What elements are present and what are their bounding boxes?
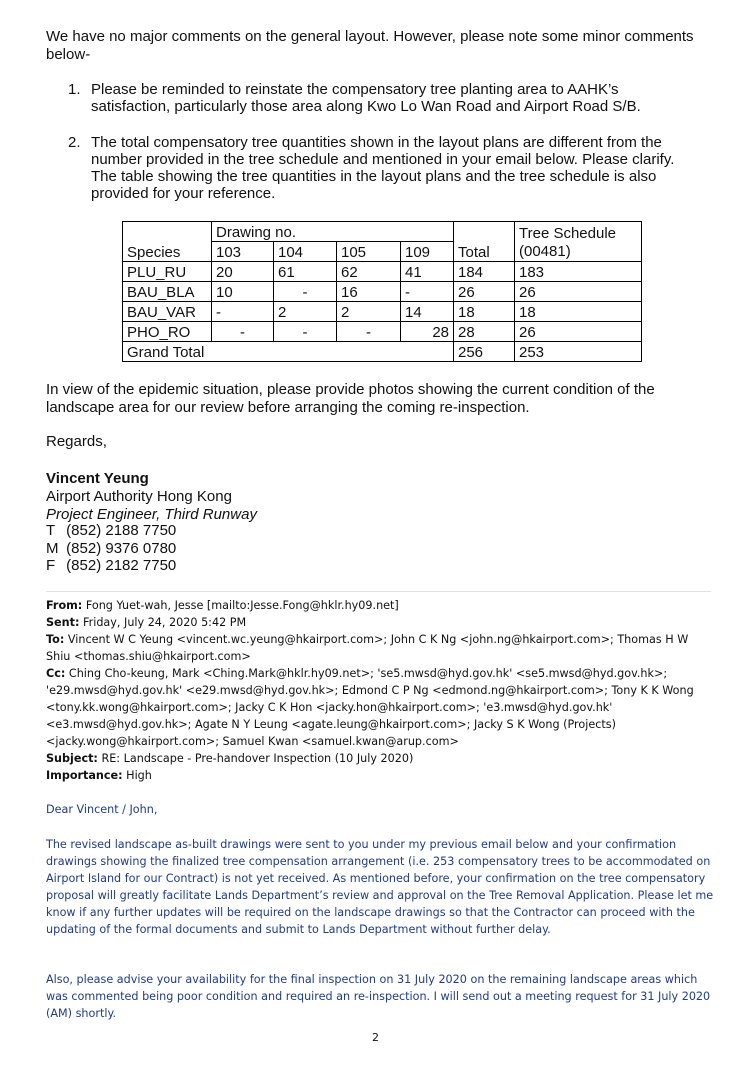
table-row <box>123 302 642 322</box>
cell-d105: 16 <box>337 282 401 302</box>
phone-m-value: (852) 9376 0780 <box>66 540 177 557</box>
cell-species: BAU_BLA <box>123 282 212 302</box>
from-value: Fong Yuet-wah, Jesse [mailto:Jesse.Fong@hklr.hy09.net] <box>85 599 399 612</box>
fax-label: F <box>46 557 56 574</box>
list-item-number: 1. <box>68 81 81 98</box>
cell-d103: - <box>212 302 274 322</box>
cell-grand-total: 256 <box>454 342 515 362</box>
cell-schedule: 26 <box>515 282 642 302</box>
to-value: Vincent W C Yeung <vincent.wc.yeung@hkairport.com>; John C K Ng <john.ng@hkairport.com>; Thomas H W Shiu <thomas.shiu@hkairport.com> <box>46 633 689 663</box>
phone-t-value: (852) 2188 7750 <box>66 522 177 539</box>
cell-d104: - <box>274 322 337 342</box>
cell-d105: 62 <box>337 262 401 282</box>
sent-value: Friday, July 24, 2020 5:42 PM <box>83 616 247 629</box>
sent-label: Sent: <box>46 616 80 629</box>
email-importance <box>46 767 716 784</box>
epidemic-paragraph: In view of the epidemic situation, please provide photos showing the current condition of the landscape area for our review before arranging the coming re-inspection. <box>46 381 655 416</box>
header-drawing-104: 104 <box>274 242 337 262</box>
email-subject <box>46 750 716 767</box>
cell-total: 18 <box>454 302 515 322</box>
reply-greeting: Dear Vincent / John, <box>46 803 158 816</box>
cell-grand-schedule: 253 <box>515 342 642 362</box>
signature-organization: Airport Authority Hong Kong <box>46 488 232 505</box>
fax-value: (852) 2182 7750 <box>66 557 177 574</box>
email-cc <box>46 665 716 750</box>
cell-species: PHO_RO <box>123 322 212 342</box>
header-drawing-109: 109 <box>401 242 454 262</box>
cell-species: PLU_RU <box>123 262 212 282</box>
cell-d105: 2 <box>337 302 401 322</box>
cell-d109: 14 <box>401 302 454 322</box>
phone-m-label: M <box>46 540 59 557</box>
email-to <box>46 631 716 665</box>
cell-schedule: 26 <box>515 322 642 342</box>
header-species: Species <box>123 222 212 262</box>
to-label: To: <box>46 633 65 646</box>
email-separator <box>46 591 711 592</box>
cell-d104: 2 <box>274 302 337 322</box>
subject-label: Subject: <box>46 752 98 765</box>
list-item-number: 2. <box>68 134 81 151</box>
header-drawing-no: Drawing no. <box>212 222 454 242</box>
subject-value: RE: Landscape - Pre-handover Inspection (10 July 2020) <box>101 752 414 765</box>
header-drawing-103: 103 <box>212 242 274 262</box>
cell-d105: - <box>337 322 401 342</box>
email-from <box>46 597 716 614</box>
importance-value: High <box>126 769 152 782</box>
page-number: 2 <box>372 1031 379 1044</box>
cell-d109: 28 <box>401 322 454 342</box>
table-row <box>123 262 642 282</box>
phone-t-label: T <box>46 522 56 539</box>
cell-d103: 10 <box>212 282 274 302</box>
intro-paragraph: We have no major comments on the general layout. However, please note some minor comments below- <box>46 28 694 63</box>
email-sent <box>46 614 716 631</box>
list-item-text: The total compensatory tree quantities shown in the layout plans are different from the number provided in the tree schedule and mentioned in your email below. Please clarify. The table showing the tree quantities in the layout plans and the tree schedule is also provided for your reference. <box>91 134 675 202</box>
cell-schedule: 18 <box>515 302 642 322</box>
cell-d103: 20 <box>212 262 274 282</box>
importance-label: Importance: <box>46 769 123 782</box>
cell-species: BAU_VAR <box>123 302 212 322</box>
cell-total: 28 <box>454 322 515 342</box>
cell-d104: 61 <box>274 262 337 282</box>
header-tree-schedule: Tree Schedule (00481) <box>515 222 642 262</box>
table-header-row <box>123 222 642 242</box>
signature-phone-t <box>46 522 176 540</box>
cell-d103: - <box>212 322 274 342</box>
signature-title: Project Engineer, Third Runway <box>46 506 257 523</box>
cell-total: 184 <box>454 262 515 282</box>
signature-phone-m <box>46 540 176 558</box>
signature-name: Vincent Yeung <box>46 470 149 487</box>
cell-schedule: 183 <box>515 262 642 282</box>
cell-grand-total-label: Grand Total <box>123 342 454 362</box>
cell-total: 26 <box>454 282 515 302</box>
cell-d109: - <box>401 282 454 302</box>
cell-d104: - <box>274 282 337 302</box>
cc-label: Cc: <box>46 667 66 680</box>
regards-text: Regards, <box>46 433 107 450</box>
header-total: Total <box>454 222 515 262</box>
table-row <box>123 282 642 302</box>
cell-d109: 41 <box>401 262 454 282</box>
tree-quantity-table <box>122 221 642 362</box>
from-label: From: <box>46 599 83 612</box>
signature-fax <box>46 557 176 575</box>
reply-paragraph-2: Also, please advise your availability for the final inspection on 31 July 2020 on the remaining landscape areas which was commented being poor condition and required an re-inspection. I will send out a meeting request for 31 July 2020 (AM) shortly. <box>46 973 711 1020</box>
table-row <box>123 322 642 342</box>
table-row-grand-total <box>123 342 642 362</box>
cc-value: Ching Cho-keung, Mark <Ching.Mark@hklr.hy09.net>; 'se5.mwsd@hyd.gov.hk' <se5.mwsd@hyd.gov.hk>; 'e29.mwsd@hyd.gov.hk' <e29.mwsd@hyd.gov.hk>; Edmond C P Ng <edmond.ng@hkairport.com>; Tony K K Wong <tony.kk.wong@hkairport.com>; Jacky C K Hon <jacky.hon@hkairport.com>; 'e3.mwsd@hyd.gov.hk' <e3.mwsd@hyd.gov.hk>; Agate N Y Leung <agate.leung@hkairport.com>; Jacky S K Wong (Projects) <jacky.wong@hkairport.com>; Samuel Kwan <samuel.kwan@arup.com> <box>46 667 694 748</box>
header-drawing-105: 105 <box>337 242 401 262</box>
list-item-text: Please be reminded to reinstate the compensatory tree planting area to AAHK’s satisfaction, particularly those area along Kwo Lo Wan Road and Airport Road S/B. <box>91 81 641 115</box>
reply-paragraph-1: The revised landscape as-built drawings were sent to you under my previous email below and your confirmation drawings showing the finalized tree compensation arrangement (i.e. 253 compensatory trees to be accommodated on Airport Island for our Contract) is not yet received. As mentioned before, your confirmation on the tree compensatory proposal will greatly facilitate Lands Department’s review and approval on the Tree Removal Application. Please let me know if any further updates will be required on the landscape drawings so that the Contractor can proceed with the updating of the formal documents and submit to Lands Department without further delay. <box>46 838 714 936</box>
